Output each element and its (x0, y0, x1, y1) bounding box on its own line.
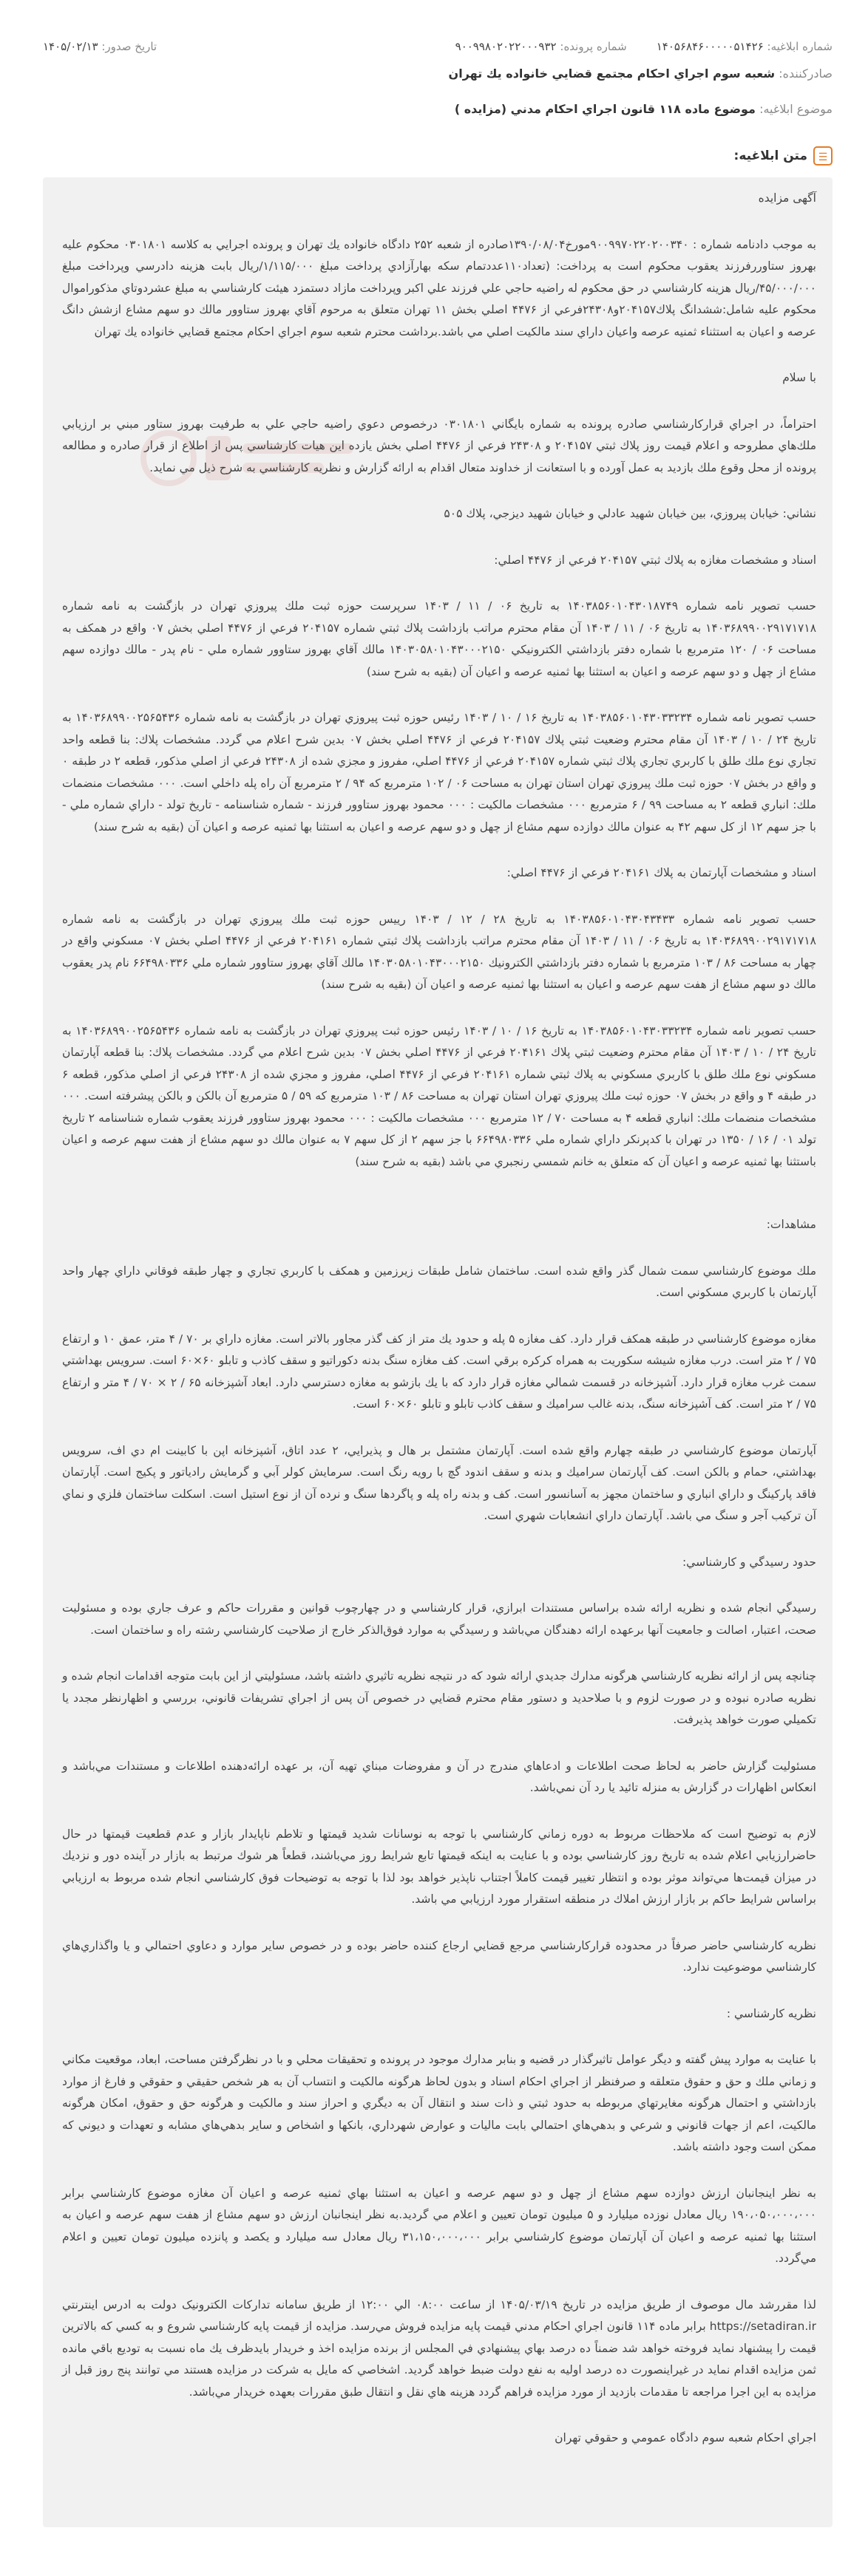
notice-paragraph: رسيدگي انجام شده و نظريه ارائه شده براساس مستندات ابرازي، قرار كارشناسي و در چهارچوب قوانين و مقررات حاكم و عرف جاري بوده و مسئوليت صحت، اعتبار، اصالت و جامعيت آنها برعهده ارائه دهندگان مي‌باشد و رسيدگي به موارد فوق‌الذكر خارج از صلاحيت كارشناسي رشته راه و ساختمان است. (62, 1601, 816, 1637)
notice-paragraph: حدود رسيدگي و كارشناسي: (682, 1555, 816, 1569)
notice-number-label: شماره ابلاغیه: (767, 40, 833, 53)
subject-label: موضوع ابلاغیه: (759, 102, 833, 116)
subject-value: موضوع ماده ۱۱۸ قانون اجراي احكام مدني (مزايده ) (454, 102, 756, 116)
notice-paragraph: آپارتمان موضوع كارشناسي در طبقه چهارم واقع شده است. آپارتمان مشتمل بر هال و پذيرايي، ۲ عدد اتاق، آشپزخانه اپن با كابينت ام دي اف، سرويس بهداشتي، حمام و بالكن است. كف آپارتمان سراميك و بدنه و سقف اندود گچ با رويه رنگ است. سرمايش كولر آبي و گرمايش رادياتور و پكيج است. آپارتمان فاقد پاركينگ و داراي انباري و ساختمان مجهز به آسانسور است. كف و بدنه راه پله و پاگردها سنگ و نرده آن از نوع استيل است. اسكلت ساختمان فلزي و نماي آن تركيب آجر و سنگ مي باشد. آپارتمان داراي انشعابات شهري است. (62, 1443, 816, 1522)
publisher-row (43, 67, 833, 89)
notice-paragraph: مسئوليت گزارش حاضر به لحاظ صحت اطلاعات و ادعاهاي مندرج در آن و مفروضات مبناي تهيه آن، بر عهده ارائه‌دهنده اطلاعات و مستندات مي‌باشد و انعكاس اظهارات در گزارش به منزله تائيد يا رد آن نمي‌باشد. (62, 1759, 816, 1794)
notice-paragraph: به موجب دادنامه شماره : ۹۰۰۹۹۷۰۲۲۰۲۰۰۳۴۰مورخ۱۳۹۰/۰۸/۰۴صادره از شعبه ۲۵۲ دادگاه خانواده يك تهران و پرونده اجرايي به کلاسه ۰۳۰۱۸۰۱ محکوم عليه بهروز ستاوررفرزند يعقوب محكوم است به پرداخت: (تعداد۱۱۰عددتمام سكه بهارآزادي پرداخت مبلغ ۱/۱۱۵/۰۰۰/ريال بابت هزينه دادرسي وپرداخت مبلغ ۴۵/۰۰۰/۰۰۰/ريال هزينه كارشناسي در حق محکوم له راضيه حاجي علي فرزند علي اكبر وپرداخت مازاد دستمزد هيئت كارشناسي به مبلغ عشردوتاي مذكوراموال محكوم عليه شامل:ششدانگ پلاك۲۰۴۱۵۷و۲۴۳۰۸فرعي از ۴۴۷۶ اصلي بخش ۱۱ تهران متعلق به مرحوم آقاي بهروز ستاوور مالك دو سهم مشاع ازشش دانگ عرصه و اعيان به استثناء ثمنيه عرصه واعيان داراي سند مالكيت اصلي مي باشد.برداشت محترم شعبه سوم اجراي احكام مجتمع قضايي خانواده يك تهران (62, 237, 817, 338)
notice-paragraph: مغازه موضوع كارشناسي در طبقه همكف قرار دارد. كف مغازه ۵ پله و حدود يك متر از كف گذر مجاور بالاتر است. مغازه داراي بر ۷۰ / ۴ متر، عمق ۱۰ و ارتفاع ۷۵ / ۲ متر است. درب مغازه شيشه سكوريت به همراه كركره برقي است. كف مغازه سنگ بدنه دكوراتيو و سقف كاذب و تابلو ۶۰×۶۰ است. سرويس بهداشتي سمت غرب مغازه قرار دارد. آشپزخانه در قسمت شمالي مغازه قرار دارد كه با يك بازشو به مغازه دسترسي دارد. ابعاد آشپزخانه ۶۵ / ۲ × ۷۰ / ۴ متر و ارتفاع ۷۵ / ۲ متر است. كف آشپزخانه سنگ، بدنه غالب سراميك و سقف كاذب تابلو و تابلو ۶۰×۶۰ است. (62, 1332, 817, 1411)
notice-paragraph: نشاني: خيابان پيروزي، بين خيابان شهيد عادلي و خيابان شهيد ديزجي، پلاك ۵۰۵ (444, 507, 816, 520)
notice-paragraph: اسناد و مشخصات آپارتمان به پلاك ۲۰۴۱۶۱ فرعي از ۴۴۷۶ اصلي: (506, 866, 816, 879)
notice-text-title: متن ابلاغیه: (733, 149, 807, 163)
notice-paragraph: لذا مقررشد مال موصوف از طريق مزايده در تاريخ ۱۴۰۵/۰۳/۱۹ از ساعت ۰۸:۰۰ الي ۱۲:۰۰ از طريق سامانه تدارکات الکترونيک دولت به ادرس اينترنتي https://setadiran.ir برابر ماده ۱۱۴ قانون اجراي احکام مدني قيمت پايه مزايده فروش مي‌رسد. مزايده از قيمت پايه كارشناسي شروع و به كسي كه بالاترين قيمت را پيشنهاد نمايد فروخته خواهد شد ضمناً ده درصد بهاي پيشنهادي في المجلس از برنده مزايده اخذ و خريدار بايدظرف يك ماه نسبت به توديع باقي مانده ثمن مزايده اقدام نمايد در غيراينصورت ده درصد اوليه به نفع دولت ضبط خواهد گرديد. اشخاصي كه مايل به شركت در مزايده هستند مي توانند پنج روز قبل از مزايده به اين اجرا مراجعه تا مقدمات بازديد از مورد مزايده فراهم گردد هزينه هاي نقل و انتقال طبق مقررات بعهده خريدار مي‌باشد. (62, 2297, 816, 2399)
issue-date-field (43, 40, 157, 53)
notice-paragraph: با عنايت به موارد پيش گفته و ديگر عوامل تاثيرگذار در قضيه و بنابر مدارك موجود در پرونده و تحقيقات محلي و با در نظرگرفتن مساحت، ابعاد، موقعيت مكاني و زماني ملك و حق و حقوق متعلقه و صرفنظر از اجراي احكام اسناد و بدون لحاظ هرگونه مالكيت و انتساب آن به هر شخص حقيقي و حقوقي و فارغ از موارد بازداشتي و احتمال هرگونه مغايرتهاي مربوطه به حدود ثبتي و ذات سند و انتقال آن به ديگري و احراز سند و مالكيت و هرگونه حق و حقوق، امكان هرگونه مالكيت، اعم از جهات قانوني و شرعي و بدهي‌هاي احتمالي بابت ماليات و عوارض شهرداري، بانكها و اشخاص و ساير بدهي‌هاي مشابه و تعهدات و ديوني كه ممكن است وجود داشته باشد. (62, 2053, 816, 2153)
case-number-field (455, 40, 627, 53)
notice-paragraph: به نظر اينجانبان ارزش دوازده سهم مشاع از چهل و دو سهم عرصه و اعيان به استثنا بهاي ثمنيه عرصه و اعيان آن مغازه موضوع كارشناسي برابر ۱۹۰،۰۵۰،۰۰۰،۰۰۰ ريال معادل نوزده ميليارد و ۵ ميليون تومان تعيين و اعلام مي گرديد.به نظر اينجانبان ارزش دو سهم مشاع از هفت سهم عرصه و اعيان به استثنا بها ثمنيه عرصه و اعيان آن آپارتمان موضوع كارشناسي برابر ۳۱،۱۵۰،۰۰۰،۰۰۰ ريال معادل سه ميليارد و يكصد و پانزده ميليون تومان تعيين و اعلام مي‌گردد. (62, 2186, 816, 2265)
notice-paragraph: ملك موضوع كارشناسي سمت شمال گذر واقع شده است. ساختمان شامل طبقات زيرزمين و همكف با كاربري تجاري و چهار طبقه فوقاني داراي چهار واحد آپارتمان با كاربري مسكوني است. (62, 1264, 816, 1299)
document-icon: ☰ (813, 146, 833, 166)
notice-text-heading (734, 143, 833, 168)
notice-paragraph: اجراي احكام شعبه سوم دادگاه عمومي و حقوقي تهران (555, 2431, 816, 2444)
notice-paragraph: حسب تصوير نامه شماره ۱۴۰۳۸۵۶۰۱۰۴۳۰۴۳۴۳۳ به تاريخ ۲۸ / ۱۲ / ۱۴۰۳ رييس حوزه ثبت ملك پيروزي تهران در بازگشت به نامه شماره ۱۴۰۳۶۸۹۹۰۰۲۹۱۷۱۷۱۸ به تاريخ ۰۶ / ۱۱ / ۱۴۰۳ آن مقام محترم مراتب بازداشت پلاك ثبتي شماره ۲۰۴۱۶۱ فرعي از ۴۴۷۶ اصلي بخش ۰۷ مسكوني واقع در چهار به مساحت ۸۶ / ۱۰۳ مترمربع با شماره دفتر بازداشتي الكترونيك ۱۴۰۳۰۵۸۰۱۰۴۳۰۰۰۲۱۵۰ مالك آقاي بهروز ستاوور شماره ملي ۶۶۴۹۸۰۳۳۶ نام پدر يعقوب مالك دو سهم مشاع از هفت سهم عرصه و اعيان به استثنا بها ثمنيه عرصه و اعيان آن (بقيه به شرح سند) (62, 912, 817, 991)
notice-number-value: ۱۴۰۵۶۸۴۶۰۰۰۰۰۵۱۴۲۶ (656, 40, 764, 53)
notice-paragraph: لازم به توضيح است كه ملاحظات مربوط به دوره زماني كارشناسي با توجه به نوسانات شديد قيمتها و تلاطم ناپايدار بازار و عدم قطعيت قيمتها در حال حاضرارزيابي اعلام شده به تاريخ روز كارشناسي بوده و با عنايت به اينكه قيمتها تابع شرايط روز مي‌باشند، قطعاً هر شوك مرتبط به بازار در آينده دور و نزديك در ميزان قيمت‌ها مي‌تواند موثر بوده و انتظار تغيير قيمت كاملاً اجتناب ناپذير خواهد بود لذا با توجه به توضيحات فوق كارشناسي انجام شده مربوط به ارزيابي براساس شرايط حاكم بر بازار ارزش املاك در منطقه استقرار مورد ارزيابي مي باشد. (62, 1827, 816, 1906)
notice-paragraph: حسب تصوير نامه شماره ۱۴۰۳۸۵۶۰۱۰۴۳۰۳۳۲۳۴ به تاريخ ۱۶ / ۱۰ / ۱۴۰۳ رئيس حوزه ثبت پيروزي تهران در بازگشت به نامه شماره ۱۴۰۳۶۸۹۹۰۰۲۵۶۵۴۳۶ به تاريخ ۲۴ / ۱۰ / ۱۴۰۳ آن مقام محترم وضعيت ثبتي پلاك ۲۰۴۱۵۷ فرعي از ۴۴۷۶ اصلي بخش ۰۷ بدين شرح اعلام مي گردد. مشخصات پلاك: بنا قطعه واحد تجاري نوع ملك طلق با كاربري تجاري پلاك ثبتي شماره ۲۰۴۱۵۷ فرعي از ۴۴۷۶ اصلي، مفروز و مجزي شده از ۲۴۳۰۸ فرعي از اصلي مذكور، قطعه ۲ در طبقه ۰ و واقع در بخش ۰۷ حوزه ثبت ملك پيروزي تهران استان تهران به مساحت ۰۶ / ۱۰۲ مترمربع كه ۹۴ / ۲ مترمربع آن راه پله داخلي است. ۰۰۰ مشخصات منضمات ملك: انباري قطعه ۲ به مساحت ۹۹ / ۶ مترمربع ۰۰۰ مشخصات مالكيت : ۰۰۰ محمود بهروز ستاوور فرزند - شماره شناسنامه - تاريخ تولد - داراي شماره ملي - با جز سهم ۱۲ از كل سهم ۴۲ به عنوان مالك دوازده سهم مشاع از چهل و دو سهم عرصه و اعيان به استثنا بها ثمنيه عرصه و اعيان آن (بقيه به شرح سند) (62, 711, 817, 834)
notice-text-box (43, 177, 833, 2527)
publisher-value: شعبه سوم اجراي احکام مجتمع قضايي خانواده يك تهران (448, 67, 776, 81)
notice-paragraph: اسناد و مشخصات مغازه به پلاك ثبتي ۲۰۴۱۵۷ فرعي از ۴۴۷۶ اصلي: (494, 553, 816, 567)
notice-paragraph: احتراماً، در اجراي قرارکارشناسي صادره پرونده به شماره بايگاني ۰۳۰۱۸۰۱ درخصوص دعوي راضيه حاجي علي به طرفيت بهروز ستاور مبني بر ارزيابي ملك‌هاي مطروحه و اعلام قيمت روز پلاك ثبتي ۲۰۴۱۵۷ و ۲۴۳۰۸ فرعي از ۴۴۷۶ اصلي بخش يازده اين هيات كارشناسي پس از اطلاع از قرار صادره و مطالعه پرونده از محل وقوع ملك بازديد به عمل آورده و با استعانت از خداوند متعال اقدام به ارائه گزارش و نظريه كارشناسي به شرح ذيل مي نمايد. (62, 417, 817, 474)
publisher-label: صادرکننده: (779, 67, 833, 81)
notice-paragraph: نظريه كارشناسي حاضر صرفاً در محدوده قراركارشناسي مرجع قضايي ارجاع كننده حاضر بوده و در خصوص ساير موارد و دعاوي احتمالي و يا واگذاري‌هاي كارشناسي موضوعيت ندارد. (62, 1938, 816, 1974)
notice-header-row (43, 34, 833, 59)
notice-paragraph: حسب تصوير نامه شماره ۱۴۰۳۸۵۶۰۱۰۴۳۰۳۳۲۳۴ به تاريخ ۱۶ / ۱۰ / ۱۴۰۳ رئيس حوزه ثبت پيروزي تهران در بازگشت به نامه شماره ۱۴۰۳۶۸۹۹۰۰۲۵۶۵۴۳۶ به تاريخ ۲۴ / ۱۰ / ۱۴۰۳ آن مقام محترم وضعيت ثبتي پلاك ۲۰۴۱۶۱ فرعي از ۴۴۷۶ اصلي بخش ۰۷ بدين شرح اعلام مي گردد. مشخصات پلاك: بنا قطعه آپارتمان مسكوني نوع ملك طلق با كاربري مسكوني به پلاك ثبتي شماره ۲۰۴۱۶۱ فرعي از ۴۴۷۶ اصلي، مفروز و مجزي شده از ۲۴۳۰۸ فرعي از اصلي مذكور، قطعه ۶ در طبقه ۴ و واقع در بخش ۰۷ حوزه ثبت ملك پيروزي تهران استان تهران به مساحت ۸۶ / ۱۰۳ مترمربع كه ۵۹ / ۵ مترمربع آن بالكن و بالكن پيشرفته است. ۰۰۰ مشخصات منضمات ملك: انباري قطعه ۴ به مساحت ۷۰ / ۱۲ مترمربع ۰۰۰ مشخصات مالكيت : ۰۰۰ محمود بهروز ستاوور فرزند يعقوب شماره شناسنامه ۲ تاريخ تولد ۰۱ / ۱۶ / ۱۳۵۰ در تهران با كدپرنكر داراي شماره ملي ۶۶۴۹۸۰۳۳۶ با جز سهم ۲ از كل سهم ۷ به عنوان مالك دو سهم مشاع از هفت سهم عرصه و اعيان باستثنا بها ثمنيه عرصه و اعيان آن كه متعلق به خانم شمسي رنجبري مي باشد (بقيه به شرح سند) (62, 1023, 817, 1168)
notice-paragraph: حسب تصوير نامه شماره ۱۴۰۳۸۵۶۰۱۰۴۳۰۱۸۷۴۹ به تاريخ ۰۶ / ۱۱ / ۱۴۰۳ سرپرست حوزه ثبت ملك پيروزي تهران در بازگشت به نامه شماره ۱۴۰۳۶۸۹۹۰۰۲۹۱۷۱۷۱۸ به تاريخ ۰۶ / ۱۱ / ۱۴۰۳ آن مقام محترم مراتب بازداشت پلاك ثبتي شماره ۲۰۴۱۵۷ فرعي از ۴۴۷۶ اصلي بخش ۰۷ واقع در همكف به مساحت ۰۶ / ۱۲۰ مترمربع با شماره دفتر بازداشتي الكترونيكي ۱۴۰۳۰۵۸۰۱۰۴۳۰۰۰۲۱۵۰ مالك آقاي بهروز ستاوور شماره ملي - نام پدر - مالك دوازده سهم مشاع از چهل و دو سهم عرصه و اعيان به استثنا بها ثمنيه عرصه و اعيان آن (بقيه به شرح سند) (62, 599, 817, 678)
notice-paragraph: نظريه كارشناسي : (726, 2006, 816, 2020)
issue-date-value: ۱۴۰۵/۰۲/۱۳ (43, 40, 98, 53)
notice-paragraph: با سلام (782, 371, 816, 384)
case-number-label: شماره پرونده: (560, 40, 627, 53)
notice-paragraph: مشاهدات: (766, 1218, 816, 1231)
issue-date-label: تاریخ صدور: (101, 40, 157, 53)
notice-number-field (657, 40, 833, 53)
subject-row (43, 102, 833, 124)
case-number-value: ۹۰۰۹۹۸۰۲۰۲۲۰۰۰۹۳۲ (455, 40, 557, 53)
notice-paragraph: آگهی مزایده (758, 191, 816, 205)
notice-paragraph: چنانچه پس از ارائه نظريه كارشناسي هرگونه مدارك جديدي ارائه شود كه در نتيجه نظريه تاثيري داشته باشد، مسئوليتي از اين بابت متوجه اقدامات انجام شده و نظريه صادره نبوده و در صورت لزوم و با صلاحديد و دستور مقام محترم قضايي در خصوص آن پس از اجراي تشريفات قانوني، بررسي و اظهارنظر مجدد يا تكميلي صورت خواهد پذيرفت. (62, 1669, 816, 1726)
notice-body (62, 177, 816, 2450)
